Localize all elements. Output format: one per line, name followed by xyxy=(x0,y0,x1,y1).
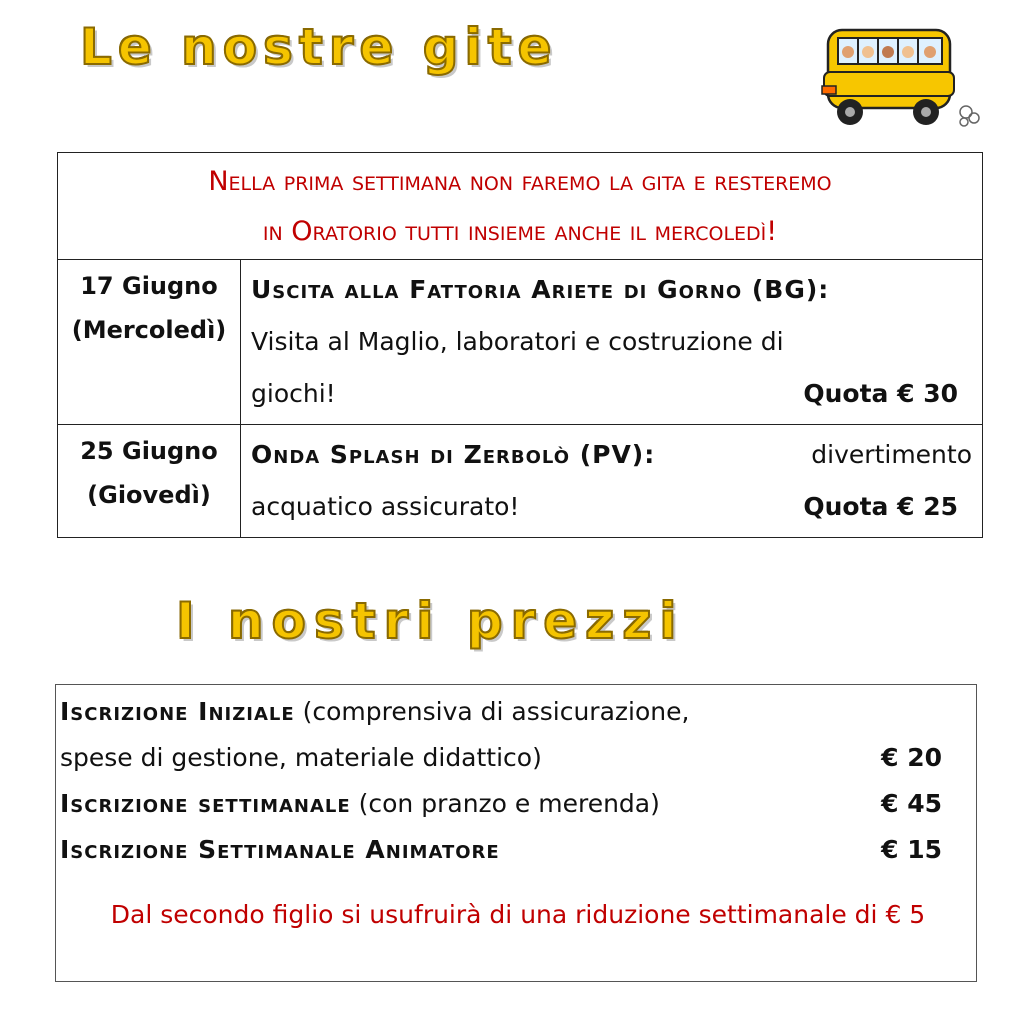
school-bus-icon xyxy=(818,22,983,134)
trip-day: (Mercoledì) xyxy=(71,316,227,344)
trip-desc-line-1: Visita al Maglio, laboratori e costruzione di xyxy=(251,327,784,356)
trip-desc-inline: divertimento xyxy=(811,440,972,469)
table-row xyxy=(58,260,983,425)
trip-quota: Quota € 25 xyxy=(803,492,958,521)
price-label: Iscrizione Iniziale xyxy=(60,697,295,726)
trip-title: Onda Splash di Zerbolò (PV): xyxy=(251,440,656,469)
price-row xyxy=(60,735,976,781)
gite-table xyxy=(57,152,983,538)
trip-date-cell xyxy=(58,425,241,538)
price-amount: € 45 xyxy=(881,789,942,818)
discount-note: Dal secondo figlio si usufruirà di una riduzione settimanale di € 5 xyxy=(110,900,926,929)
price-label: Iscrizione Settimanale Animatore xyxy=(60,835,500,864)
page-title-gite: Le nostre gite xyxy=(80,18,558,76)
price-row xyxy=(60,827,976,873)
trip-desc-line-2: giochi! xyxy=(251,379,336,408)
trip-title: Uscita alla Fattoria Ariete di Gorno (BG): xyxy=(251,275,830,304)
trip-date-cell xyxy=(58,260,241,425)
trip-day: (Giovedì) xyxy=(87,481,211,509)
trip-date: 25 Giugno xyxy=(80,437,218,465)
price-desc: (con pranzo e merenda) xyxy=(358,789,660,818)
section-title-prezzi: I nostri prezzi xyxy=(176,592,685,650)
price-desc-line-2: spese di gestione, materiale didattico) xyxy=(60,743,542,772)
trip-description xyxy=(241,260,983,425)
trip-quota: Quota € 30 xyxy=(803,379,958,408)
price-amount: € 20 xyxy=(881,743,942,772)
notice-line-1: Nella prima settimana non faremo la gita e resteremo xyxy=(208,166,832,197)
notice-line-2: in Oratorio tutti insieme anche il mercoledì! xyxy=(262,216,778,247)
price-desc: (comprensiva di assicurazione, xyxy=(302,697,690,726)
price-amount: € 15 xyxy=(881,835,942,864)
trip-date: 17 Giugno xyxy=(80,272,218,300)
table-row xyxy=(58,425,983,538)
trip-description xyxy=(241,425,983,538)
gite-notice xyxy=(58,153,983,260)
price-label: Iscrizione settimanale xyxy=(60,789,351,818)
price-row xyxy=(60,781,976,827)
price-row xyxy=(60,689,976,735)
trip-desc-line-2: acquatico assicurato! xyxy=(251,492,520,521)
prices-box xyxy=(55,684,977,982)
